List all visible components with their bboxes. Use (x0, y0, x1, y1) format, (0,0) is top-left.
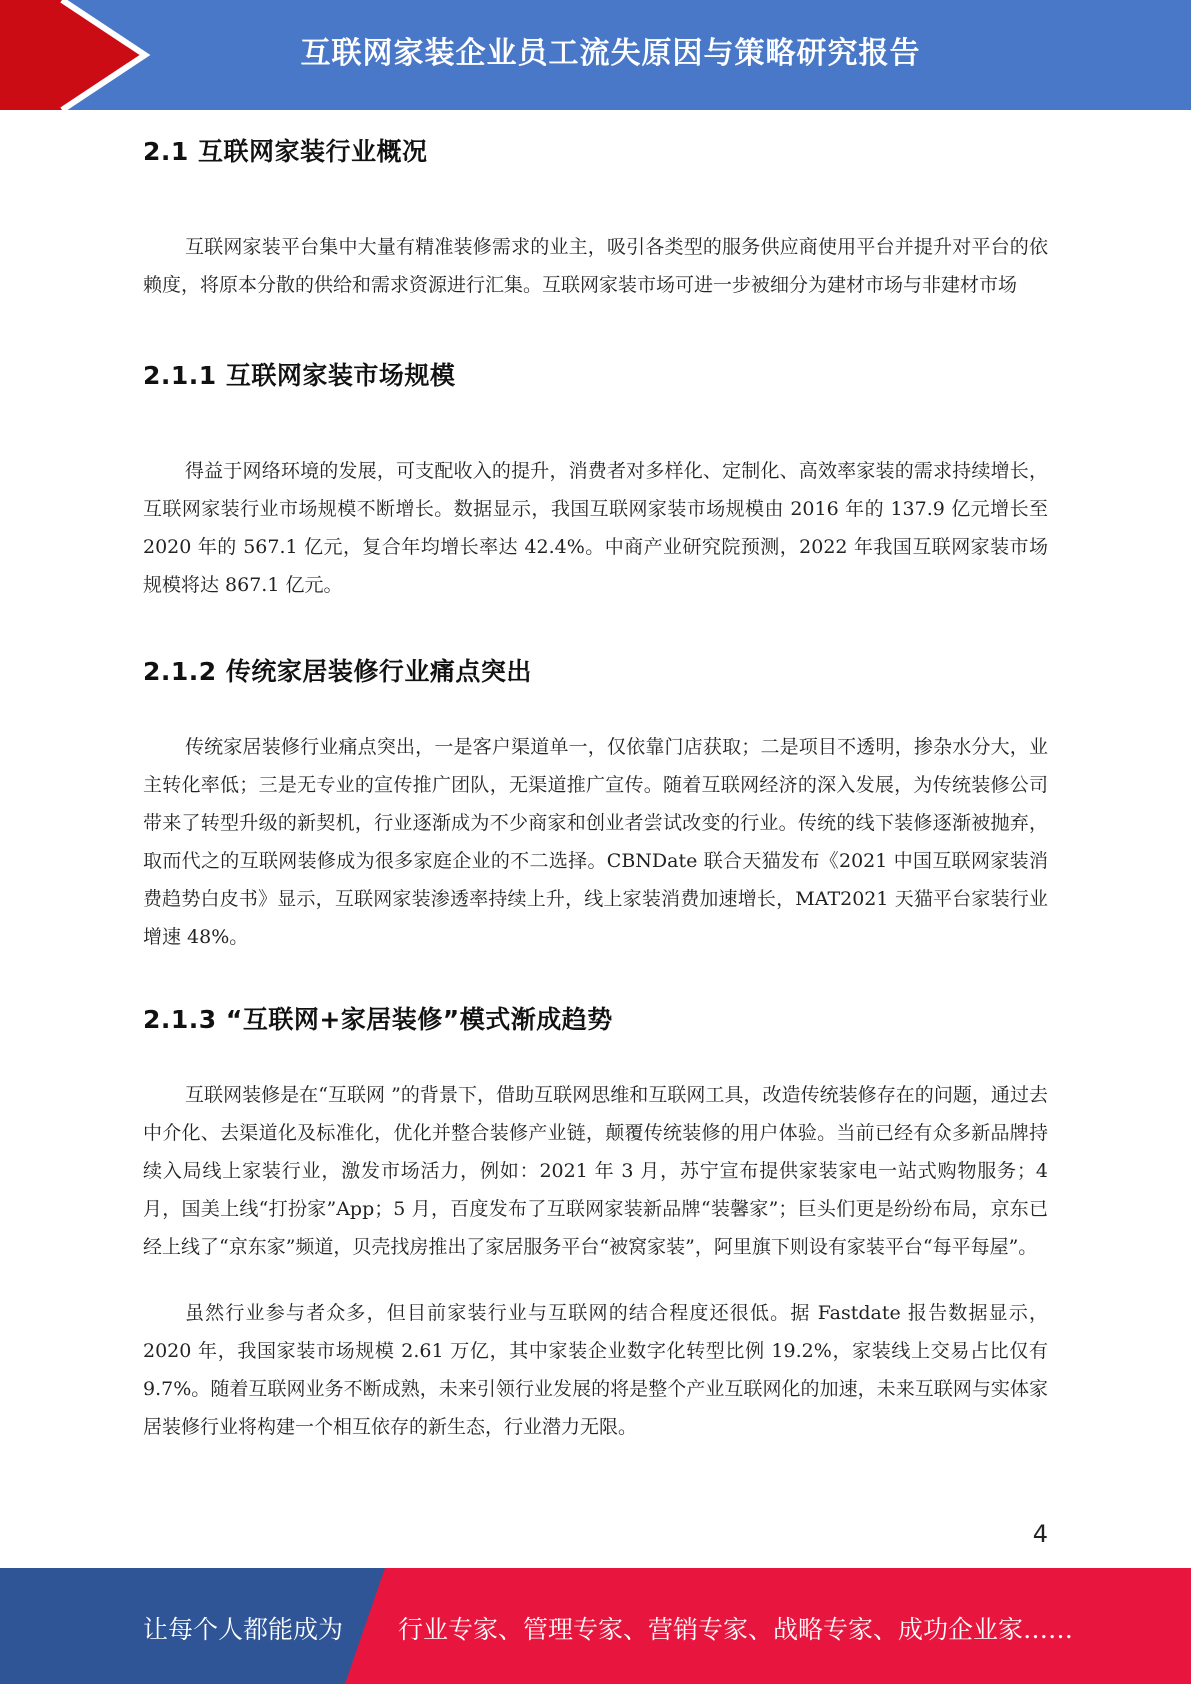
footer-slogan-left: 让每个人都能成为 (143, 1615, 344, 1644)
section-paragraph: 虽然行业参与者众多，但目前家装行业与互联网的结合程度还很低。据 Fastdate 报告数据显示，2020 年，我国家装市场规模 2.61 万亿，其中家装企业数字化转型比例 19.2%，家装线上交易占比仅有 9.7%。随着互联网业务不断成熟，未来引领行业发展的将是整个产业互联网化的加速，未来互联网与实体家居装修行业将构建一个相互依存的新生态，行业潜力无限。 (143, 1302, 1048, 1438)
section-paragraph: 互联网装修是在“互联网 ”的背景下，借助互联网思维和互联网工具，改造传统装修存在的问题，通过去中介化、去渠道化及标准化，优化并整合装修产业链，颠覆传统装修的用户体验。当前已经有众多新品牌持续入局线上家装行业，激发市场活力，例如：2021 年 3 月，苏宁宣布提供家装家电一站式购物服务；4 月，国美上线“打扮家”App；5 月，百度发布了互联网家装新品牌“装馨家”；巨头们更是纷纷布局，京东已经上线了“京东家”频道，贝壳找房推出了家居服务平台“被窝家装”，阿里旗下则设有家装平台“每平每屋”。 (143, 1084, 1048, 1258)
footer-slogan-right: 行业专家、管理专家、营销专家、战略专家、成功企业家…… (398, 1615, 1074, 1644)
main-content (143, 130, 1048, 1446)
section-heading-2-1: 2.1 互联网家装行业概况 (143, 137, 428, 166)
section-heading-2-1-1: 2.1.1 互联网家装市场规模 (143, 361, 456, 390)
document-title: 互联网家装企业员工流失原因与策略研究报告 (300, 36, 921, 71)
section-paragraph: 互联网家装平台集中大量有精准装修需求的业主，吸引各类型的服务供应商使用平台并提升对平台的依赖度，将原本分散的供给和需求资源进行汇集。互联网家装市场可进一步被细分为建材市场与非建材市场 (143, 236, 1048, 296)
header-band (0, 0, 1191, 110)
section-heading-2-1-2: 2.1.2 传统家居装修行业痛点突出 (143, 657, 532, 686)
footer-band (0, 1568, 1191, 1684)
section-paragraph: 传统家居装修行业痛点突出，一是客户渠道单一，仅依靠门店获取；二是项目不透明，掺杂水分大，业主转化率低；三是无专业的宣传推广团队，无渠道推广宣传。随着互联网经济的深入发展，为传统装修公司带来了转型升级的新契机，行业逐渐成为不少商家和创业者尝试改变的行业。传统的线下装修逐渐被抛弃，取而代之的互联网装修成为很多家庭企业的不二选择。CBNDate 联合天猫发布《2021 中国互联网家装消费趋势白皮书》显示，互联网家装渗透率持续上升，线上家装消费加速增长，MAT2021 天猫平台家装行业增速 48%。 (143, 736, 1048, 948)
page-number: 4 (1032, 1520, 1048, 1548)
section-paragraph: 得益于网络环境的发展，可支配收入的提升，消费者对多样化、定制化、高效率家装的需求持续增长，互联网家装行业市场规模不断增长。数据显示，我国互联网家装市场规模由 2016 年的 137.9 亿元增长至 2020 年的 567.1 亿元，复合年均增长率达 42.4%。中商产业研究院预测，2022 年我国互联网家装市场规模将达 867.1 亿元。 (143, 460, 1048, 596)
section-heading-2-1-3: 2.1.3 “互联网+家居装修”模式渐成趋势 (143, 1005, 613, 1034)
